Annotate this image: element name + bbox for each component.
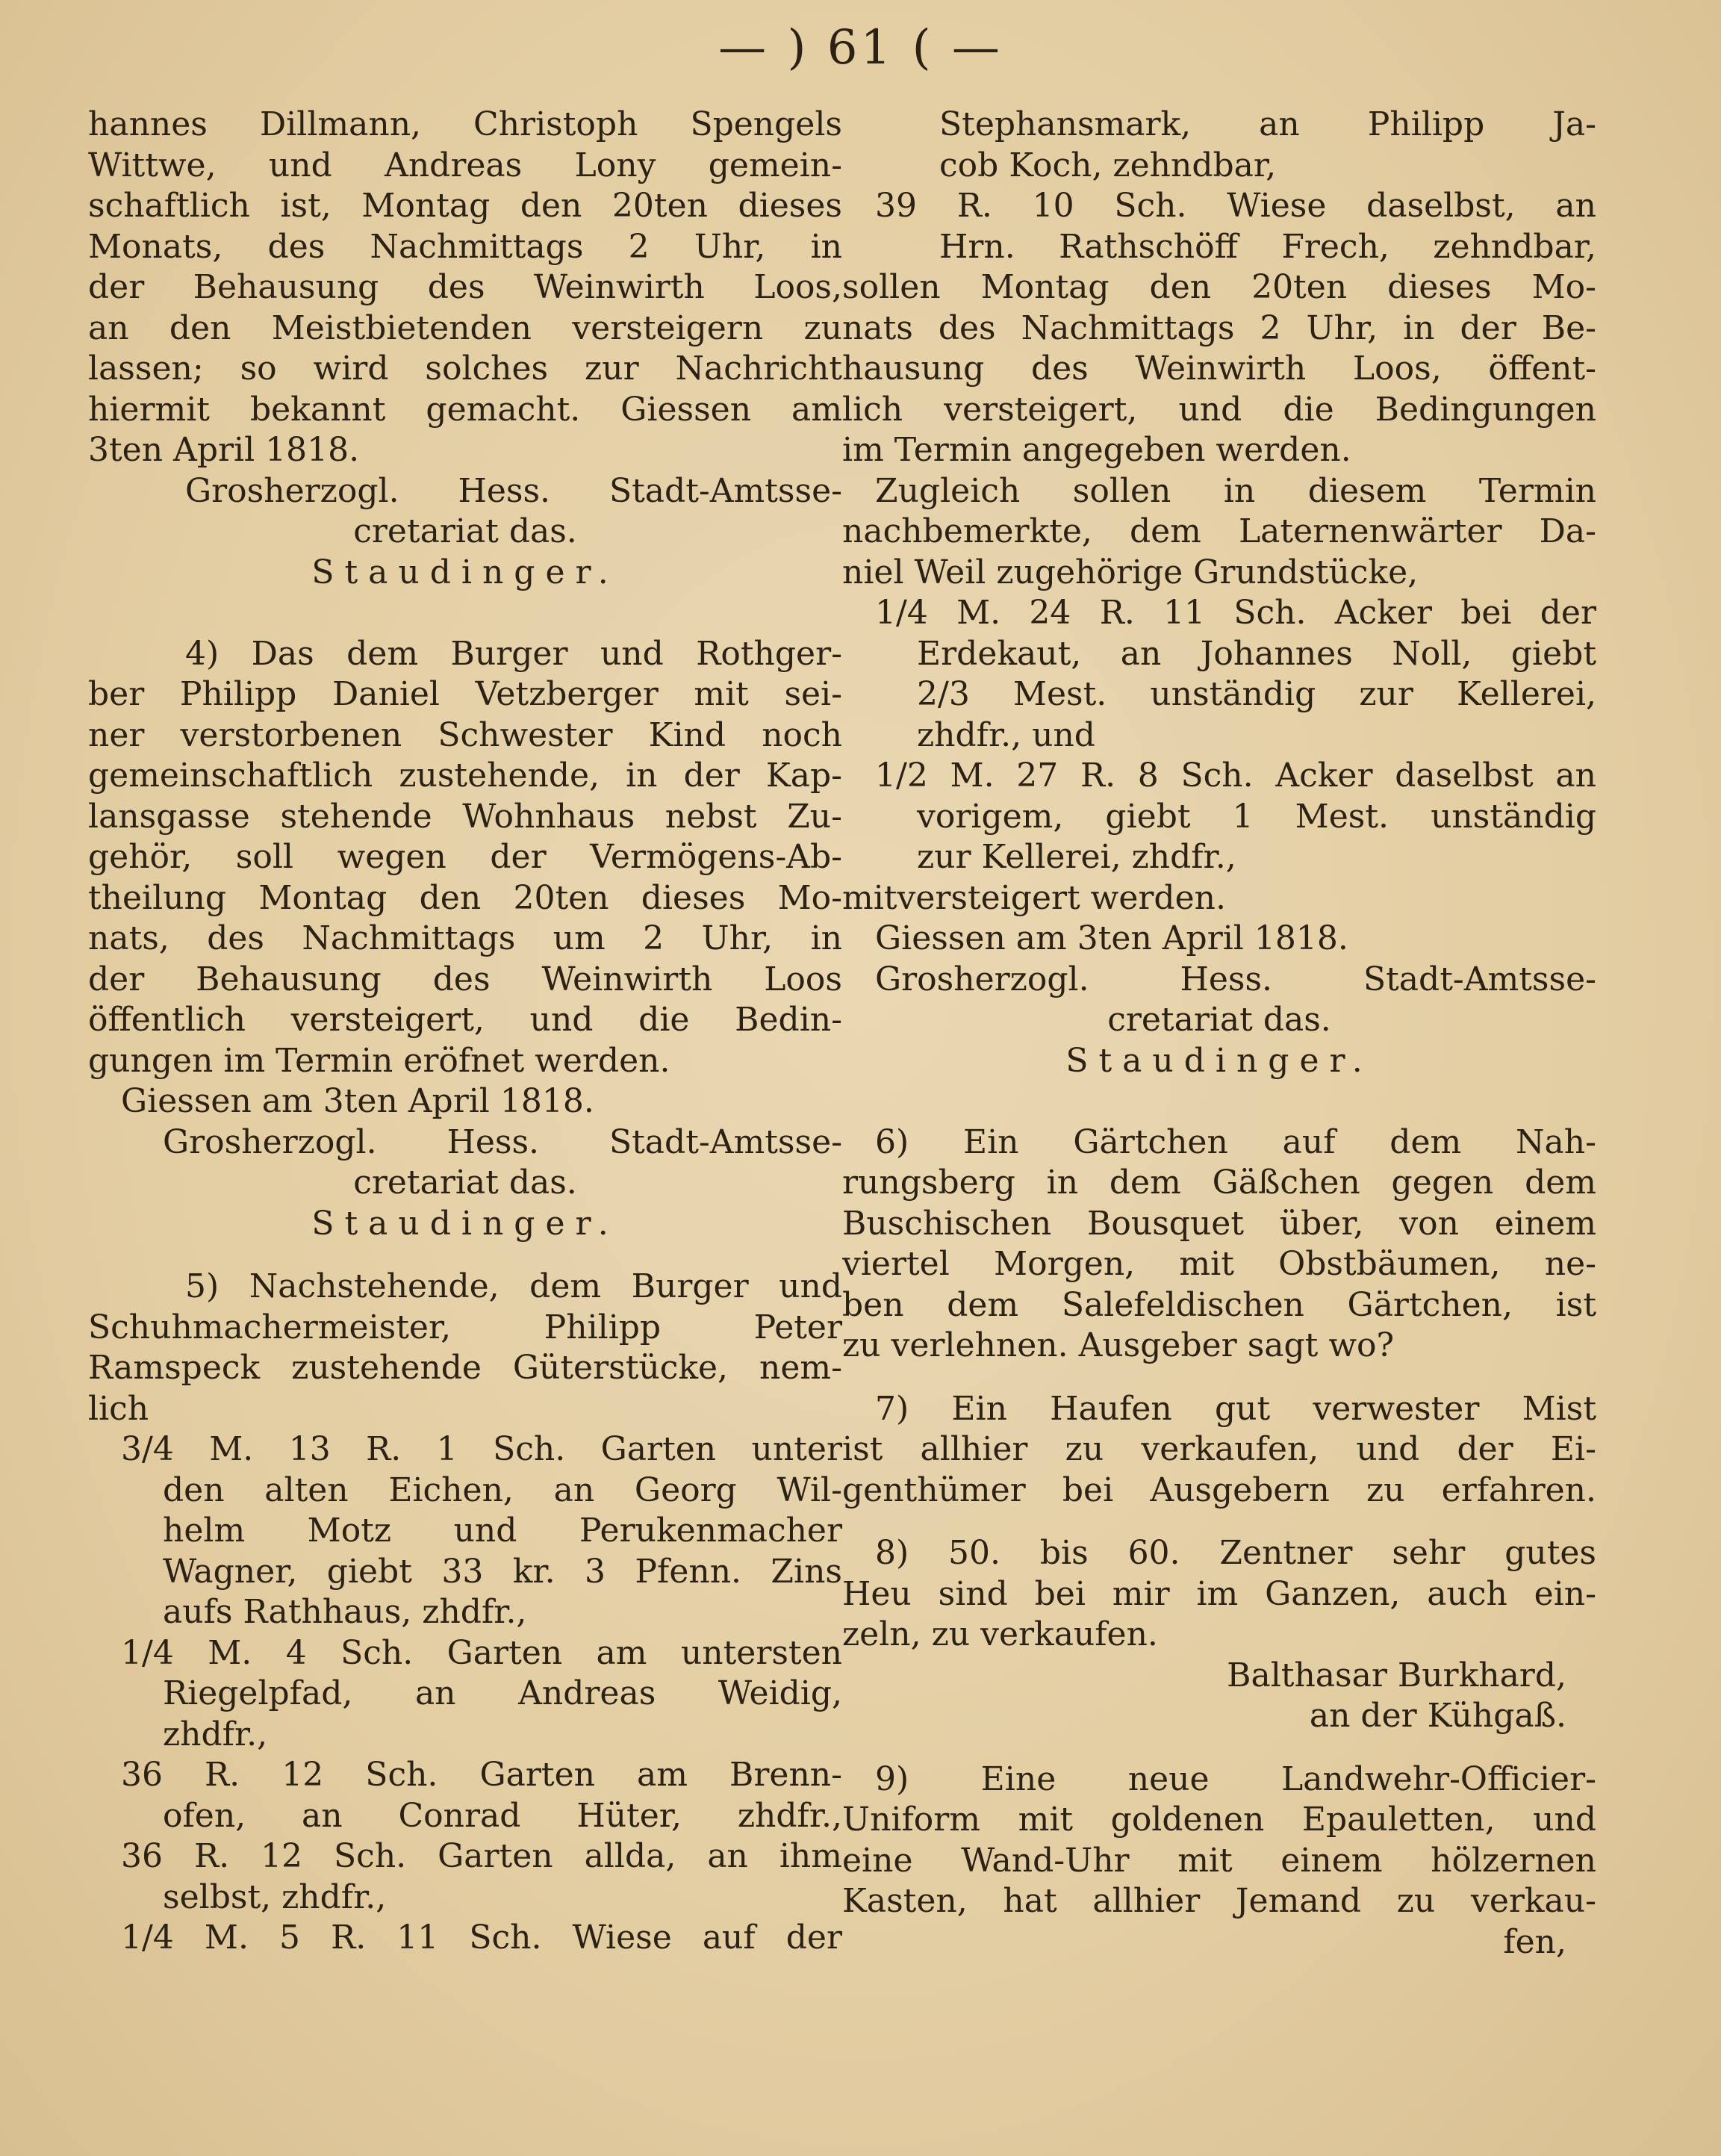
text-line: 1/4 M. 4 Sch. Garten am untersten [121, 1633, 842, 1672]
text-line: Uniform mit goldenen Epauletten, und [842, 1801, 1596, 1839]
text-line: zur Kellerei, zhdfr., [917, 838, 1236, 876]
text-line: 39 R. 10 Sch. Wiese daselbst, an [875, 187, 1596, 225]
text-line: vorigem, giebt 1 Mest. unständig [917, 797, 1596, 836]
text-line: fen, [1503, 1922, 1566, 1961]
text-line: Buschischen Bousquet über, von einem [842, 1204, 1596, 1243]
text-line: lich versteigert, und die Bedingungen [842, 390, 1596, 429]
text-line: Grosherzogl. Hess. Stadt-Amtsse- [185, 471, 842, 510]
text-line: selbst, zhdfr., [163, 1877, 387, 1916]
text-line: nats, des Nachmittags um 2 Uhr, in [88, 919, 842, 957]
text-line: 36 R. 12 Sch. Garten am Brenn- [121, 1756, 842, 1794]
text-line: Erdekaut, an Johannes Noll, giebt [917, 634, 1596, 673]
text-line: 4) Das dem Burger und Rothger- [185, 634, 842, 673]
text-line: Giessen am 3ten April 1818. [121, 1082, 594, 1120]
text-line: aufs Rathhaus, zhdfr., [163, 1593, 527, 1631]
text-line [842, 1081, 1596, 1122]
text-line: hiermit bekannt gemacht. Giessen am [88, 390, 842, 429]
text-line: Staudinger. [1065, 1041, 1373, 1080]
text-line: eine Wand-Uhr mit einem hölzernen [842, 1841, 1596, 1880]
text-line: öffentlich versteigert, und die Bedin- [88, 1001, 842, 1039]
text-line: ben dem Salefeldischen Gärtchen, ist [842, 1285, 1596, 1324]
text-line: theilung Montag den 20ten dieses Mo- [88, 878, 842, 917]
text-line: 1/4 M. 5 R. 11 Sch. Wiese auf der [121, 1919, 842, 1957]
text-line: nats des Nachmittags 2 Uhr, in der Be- [842, 308, 1596, 347]
text-line: mitversteigert werden. [842, 878, 1226, 917]
text-line: genthümer bei Ausgebern zu erfahren. [842, 1470, 1596, 1509]
text-line: helm Motz und Perukenmacher [163, 1512, 842, 1550]
text-line: 5) Nachstehende, dem Burger und [185, 1267, 842, 1305]
text-line: lansgasse stehende Wohnhaus nebst Zu- [88, 797, 842, 836]
text-line [88, 1244, 842, 1267]
text-line: viertel Morgen, mit Obstbäumen, ne- [842, 1245, 1596, 1283]
text-line: nachbemerkte, dem Laternenwärter Da- [842, 512, 1596, 550]
text-line: rungsberg in dem Gäßchen gegen dem [842, 1164, 1596, 1202]
text-line: gehör, soll wegen der Vermögens-Ab- [88, 838, 842, 876]
text-line: Stephansmark, an Philipp Ja- [939, 105, 1596, 143]
text-line: den alten Eichen, an Georg Wil- [163, 1470, 842, 1509]
text-line: 2/3 Mest. unständig zur Kellerei, [917, 675, 1596, 713]
text-line: ner verstorbenen Schwester Kind noch [88, 715, 842, 754]
text-line: schaftlich ist, Montag den 20ten dieses [88, 187, 842, 225]
text-line: der Behausung des Weinwirth Loos [88, 960, 842, 998]
text-line [842, 1511, 1596, 1533]
text-line: Grosherzogl. Hess. Stadt-Amtsse- [163, 1122, 842, 1161]
text-line: hausung des Weinwirth Loos, öffent- [842, 350, 1596, 388]
text-line: ist allhier zu verkaufen, und der Ei- [842, 1430, 1596, 1468]
text-line: 7) Ein Haufen gut verwester Mist [875, 1389, 1596, 1428]
text-line: Heu sind bei mir im Ganzen, auch ein- [842, 1574, 1596, 1613]
text-line: Schuhmachermeister, Philipp Peter [88, 1308, 842, 1346]
text-line: 9) Eine neue Landwehr-Officier- [875, 1759, 1596, 1798]
text-line: 36 R. 12 Sch. Garten allda, an ihm [121, 1837, 842, 1875]
text-line [88, 593, 842, 634]
text-line: ber Philipp Daniel Vetzberger mit sei- [88, 675, 842, 713]
text-line: Staudinger. [311, 553, 619, 591]
text-line: gungen im Termin eröfnet werden. [88, 1041, 670, 1080]
left-column [88, 105, 842, 1959]
text-line: 8) 50. bis 60. Zentner sehr gutes [875, 1534, 1596, 1572]
text-line: Grosherzogl. Hess. Stadt-Amtsse- [875, 960, 1596, 998]
text-line: niel Weil zugehörige Grundstücke, [842, 553, 1419, 591]
text-line: cretariat das. [353, 1164, 577, 1202]
text-line: zu verlehnen. Ausgeber sagt wo? [842, 1326, 1395, 1364]
text-line: 1/2 M. 27 R. 8 Sch. Acker daselbst an [875, 757, 1596, 795]
text-line: an den Meistbietenden versteigern zu [88, 308, 842, 347]
text-line: Zugleich sollen in diesem Termin [875, 471, 1596, 510]
text-line: Balthasar Burkhard, [1227, 1656, 1566, 1694]
text-line: zhdfr., und [917, 715, 1095, 754]
text-line: Ramspeck zustehende Güterstücke, nem- [88, 1349, 842, 1387]
text-line: Riegelpfad, an Andreas Weidig, [163, 1674, 842, 1712]
text-line: der Behausung des Weinwirth Loos, [88, 268, 842, 306]
text-line: Giessen am 3ten April 1818. [875, 919, 1348, 957]
text-line: Monats, des Nachmittags 2 Uhr, in [88, 227, 842, 266]
text-line: an der Kühgaß. [1309, 1697, 1566, 1735]
right-column [842, 105, 1596, 1963]
text-line: 6) Ein Gärtchen auf dem Nah- [875, 1122, 1596, 1161]
text-line: Wagner, giebt 33 kr. 3 Pfenn. Zins [163, 1552, 842, 1591]
text-line: Kasten, hat allhier Jemand zu verkau- [842, 1882, 1596, 1920]
text-line [842, 1737, 1596, 1759]
text-line: Wittwe, und Andreas Lony gemein- [88, 146, 842, 184]
text-line: zeln, zu verkaufen. [842, 1615, 1158, 1653]
text-line: cretariat das. [353, 512, 577, 550]
text-line: zhdfr., [163, 1715, 268, 1753]
text-line: hannes Dillmann, Christoph Spengels [88, 105, 842, 143]
text-line: ofen, an Conrad Hüter, zhdfr., [163, 1796, 842, 1835]
text-line: gemeinschaftlich zustehende, in der Kap- [88, 757, 842, 795]
text-line: sollen Montag den 20ten dieses Mo- [842, 268, 1596, 306]
text-line: 1/4 M. 24 R. 11 Sch. Acker bei der [875, 594, 1596, 632]
text-line: cretariat das. [1107, 1001, 1331, 1039]
page-number-header: — ) 61 ( — [718, 20, 1003, 75]
text-line: cob Koch, zehndbar, [939, 146, 1277, 184]
text-line [842, 1367, 1596, 1389]
text-line: Hrn. Rathschöff Frech, zehndbar, [939, 227, 1596, 266]
text-line: lassen; so wird solches zur Nachricht [88, 350, 842, 388]
text-line: lich [88, 1389, 149, 1428]
text-line: im Termin angegeben werden. [842, 431, 1351, 469]
text-line: 3/4 M. 13 R. 1 Sch. Garten unter [121, 1430, 842, 1468]
text-line: Staudinger. [311, 1204, 619, 1243]
text-line: 3ten April 1818. [88, 431, 360, 469]
